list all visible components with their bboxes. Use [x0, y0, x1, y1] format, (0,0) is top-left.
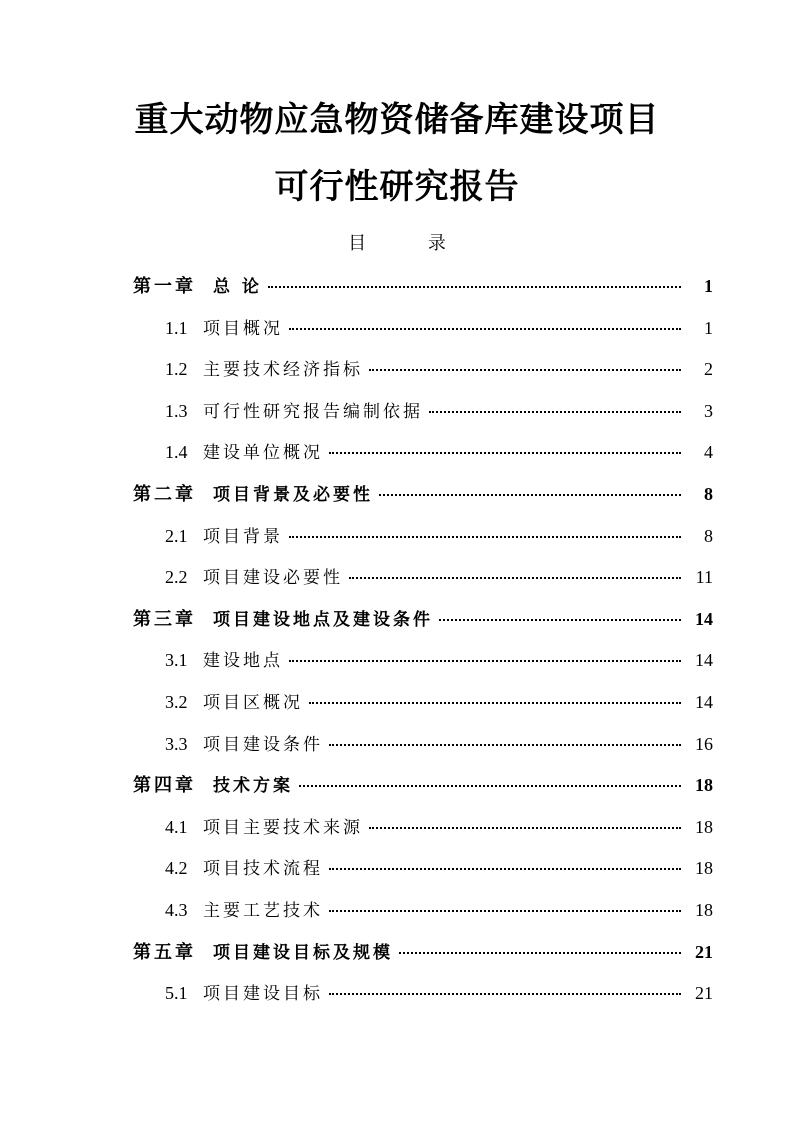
toc-entry-label: 项目建设目标及规模 — [213, 942, 393, 963]
toc-section-entry[interactable] — [133, 516, 713, 558]
toc-entry-number: 4.1 — [165, 816, 188, 837]
toc-entry-label: 技术方案 — [213, 776, 293, 797]
toc-dot-leader — [399, 952, 681, 954]
toc-entry-page-number: 18 — [695, 858, 713, 879]
toc-section-entry[interactable] — [133, 391, 713, 433]
toc-entry-number: 4.2 — [165, 858, 188, 879]
toc-section-entry[interactable] — [133, 308, 713, 350]
toc-entry-number: 第五章 — [133, 941, 196, 962]
toc-entry-label: 项目背景及必要性 — [213, 484, 373, 505]
toc-entry-number: 4.3 — [165, 899, 188, 920]
toc-entry-label: 项目主要技术来源 — [203, 817, 363, 838]
toc-entry-page-number: 8 — [704, 483, 713, 504]
toc-entry-label: 项目建设条件 — [203, 734, 323, 755]
toc-entry-page-number: 2 — [704, 359, 713, 380]
toc-entry-label: 建设单位概况 — [203, 443, 323, 464]
toc-entry-page-number: 21 — [695, 941, 713, 962]
toc-dot-leader — [369, 827, 681, 829]
toc-entry-number: 3.1 — [165, 650, 188, 671]
table-of-contents — [133, 266, 713, 1015]
toc-entry-number: 第三章 — [133, 608, 196, 629]
toc-entry-number: 第二章 — [133, 483, 196, 504]
toc-entry-number: 3.2 — [165, 691, 188, 712]
toc-section-entry[interactable] — [133, 807, 713, 849]
toc-dot-leader — [268, 286, 681, 288]
toc-entry-page-number: 4 — [704, 442, 713, 463]
toc-entry-page-number: 18 — [695, 775, 713, 796]
toc-section-entry[interactable] — [133, 432, 713, 474]
toc-entry-label: 主要技术经济指标 — [203, 360, 363, 381]
toc-dot-leader — [299, 785, 681, 787]
toc-dot-leader — [289, 328, 681, 330]
toc-entry-label: 项目区概况 — [203, 692, 303, 713]
toc-entry-number: 2.2 — [165, 567, 188, 588]
toc-chapter-entry[interactable] — [133, 474, 713, 516]
toc-entry-page-number: 14 — [695, 650, 713, 671]
toc-entry-label: 项目背景 — [203, 526, 283, 547]
toc-entry-page-number: 3 — [704, 400, 713, 421]
toc-entry-label: 项目建设地点及建设条件 — [213, 609, 433, 630]
toc-dot-leader — [369, 369, 681, 371]
toc-entry-label: 项目技术流程 — [203, 859, 323, 880]
toc-entry-number: 1.2 — [165, 359, 188, 380]
toc-entry-page-number: 16 — [695, 733, 713, 754]
toc-entry-page-number: 1 — [704, 317, 713, 338]
toc-dot-leader — [289, 536, 681, 538]
toc-entry-number: 1.1 — [165, 317, 188, 338]
toc-section-entry[interactable] — [133, 973, 713, 1015]
toc-entry-page-number: 8 — [704, 525, 713, 546]
toc-entry-number: 3.3 — [165, 733, 188, 754]
toc-entry-number: 第一章 — [133, 276, 196, 296]
toc-entry-label: 项目建设目标 — [203, 984, 323, 1005]
toc-entry-page-number: 18 — [695, 899, 713, 920]
toc-section-entry[interactable] — [133, 724, 713, 766]
toc-dot-leader — [329, 910, 681, 912]
toc-dot-leader — [349, 577, 681, 579]
toc-dot-leader — [329, 993, 681, 995]
toc-dot-leader — [439, 619, 681, 621]
toc-dot-leader — [429, 411, 681, 413]
toc-dot-leader — [309, 702, 681, 704]
toc-heading: 目 录 — [348, 233, 474, 254]
toc-section-entry[interactable] — [133, 848, 713, 890]
toc-dot-leader — [379, 494, 681, 496]
toc-entry-label: 总 论 — [213, 277, 262, 297]
toc-entry-number: 第四章 — [133, 775, 196, 796]
toc-entry-label: 建设地点 — [203, 651, 283, 672]
toc-chapter-entry[interactable] — [133, 266, 713, 308]
toc-entry-page-number: 18 — [695, 816, 713, 837]
toc-dot-leader — [329, 452, 681, 454]
toc-section-entry[interactable] — [133, 349, 713, 391]
toc-section-entry[interactable] — [133, 682, 713, 724]
toc-entry-label: 主要工艺技术 — [203, 900, 323, 921]
toc-entry-label: 项目概况 — [203, 318, 283, 339]
toc-chapter-entry[interactable] — [133, 599, 713, 641]
document-title-line1: 重大动物应急物资储备库建设项目 — [134, 100, 660, 140]
toc-dot-leader — [329, 744, 681, 746]
toc-entry-number: 2.1 — [165, 525, 188, 546]
toc-section-entry[interactable] — [133, 890, 713, 932]
document-title-line2: 可行性研究报告 — [274, 167, 520, 207]
toc-entry-page-number: 14 — [695, 608, 713, 629]
toc-section-entry[interactable] — [133, 557, 713, 599]
toc-entry-page-number: 1 — [704, 276, 713, 296]
toc-chapter-entry[interactable] — [133, 765, 713, 807]
toc-chapter-entry[interactable] — [133, 932, 713, 974]
toc-entry-label: 项目建设必要性 — [203, 568, 343, 589]
toc-entry-label: 可行性研究报告编制依据 — [203, 401, 423, 422]
toc-dot-leader — [289, 660, 681, 662]
toc-dot-leader — [329, 868, 681, 870]
toc-entry-page-number: 21 — [695, 983, 713, 1004]
toc-entry-number: 1.4 — [165, 442, 188, 463]
toc-entry-page-number: 14 — [695, 691, 713, 712]
toc-entry-number: 5.1 — [165, 983, 188, 1004]
toc-section-entry[interactable] — [133, 640, 713, 682]
toc-entry-page-number: 11 — [695, 567, 713, 588]
toc-entry-number: 1.3 — [165, 400, 188, 421]
